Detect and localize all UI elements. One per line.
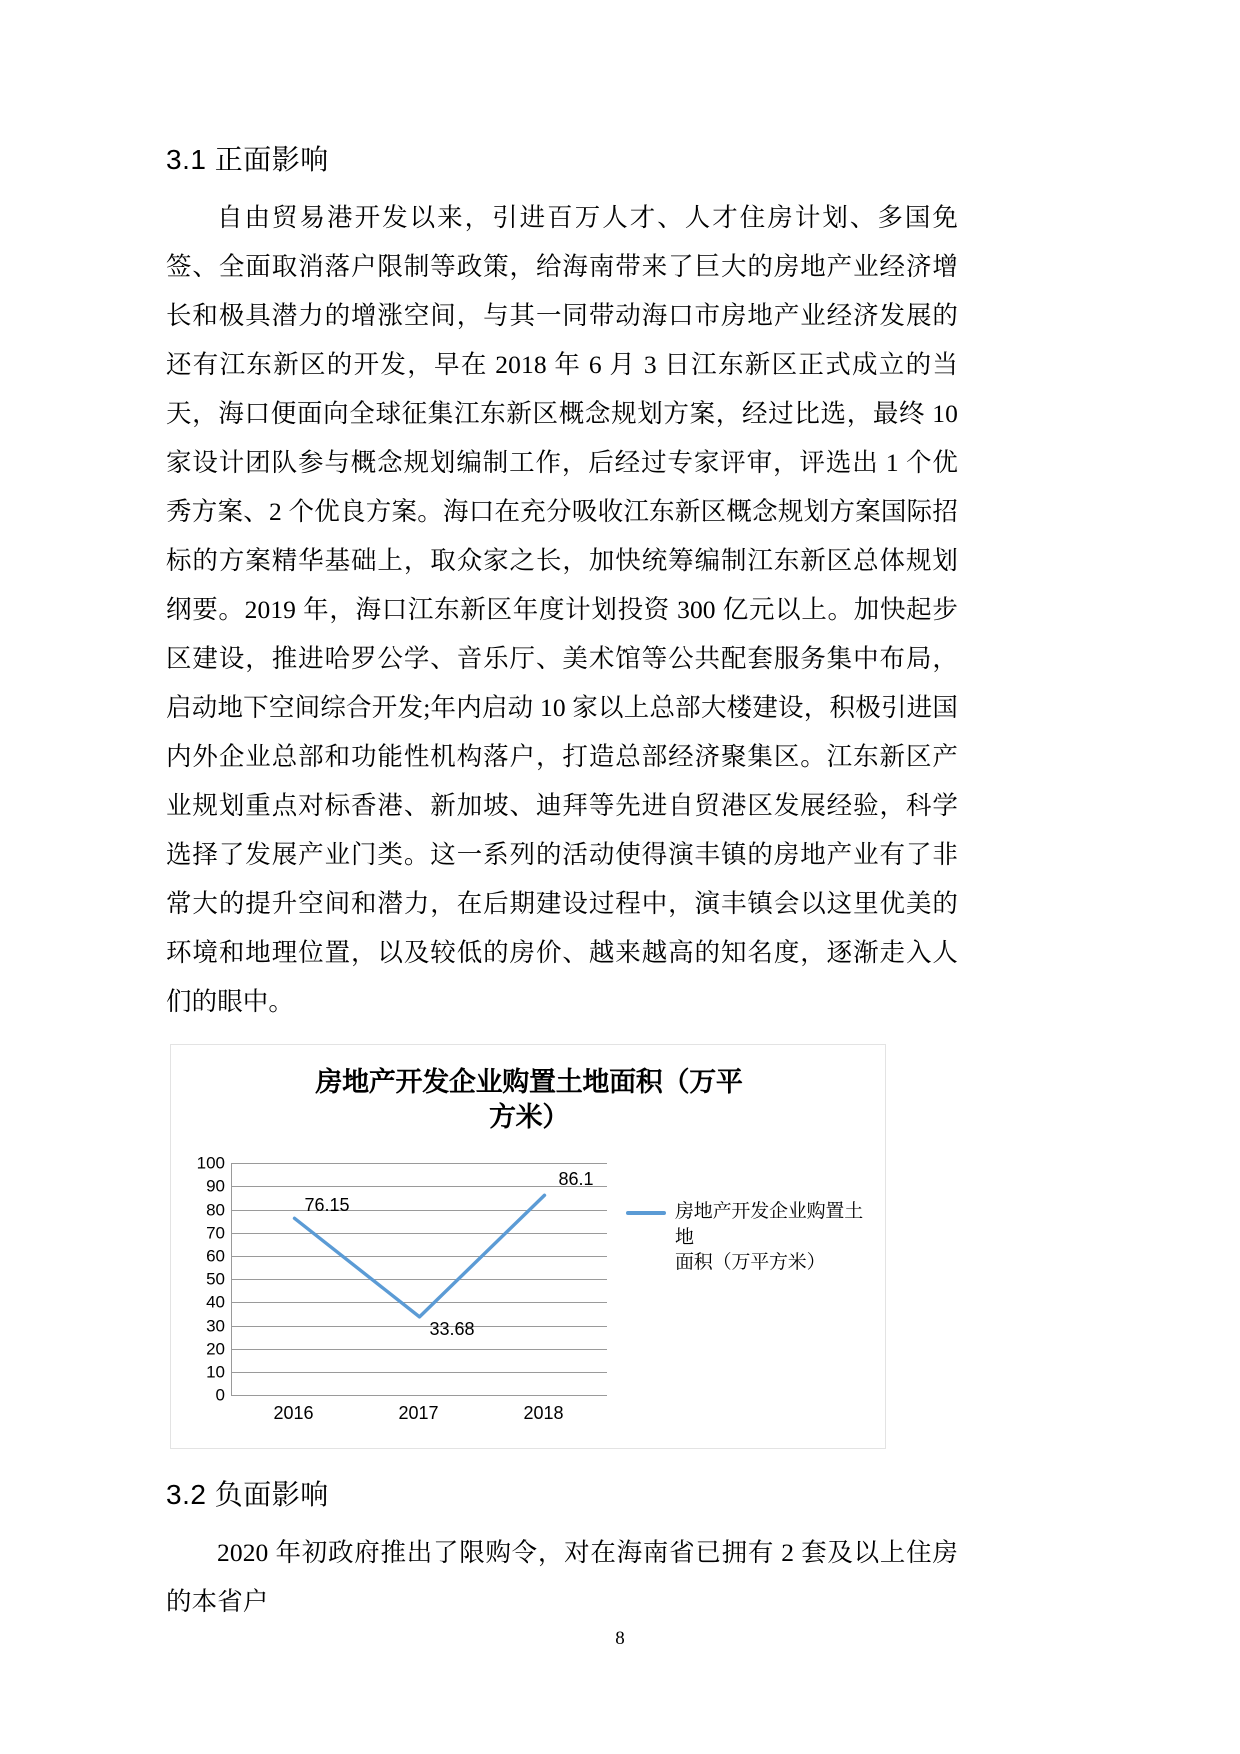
chart-plot-wrapper (171, 1153, 887, 1443)
y-axis-tick-labels (179, 1153, 225, 1405)
chart-plot-area (231, 1163, 607, 1396)
x-tick-2016: 2016 (273, 1403, 314, 1424)
y-tick-60: 60 (206, 1246, 225, 1266)
y-tick-20: 20 (206, 1339, 225, 1359)
chart-title-line-2: 方米） (488, 1101, 570, 1132)
page-number: 8 (615, 1628, 625, 1649)
section-paragraph-3-1: 自由贸易港开发以来，引进百万人才、人才住房计划、多国免签、全面取消落户限制等政策，给海南带来了巨大的房地产业经济增长和极具潜力的增涨空间，与其一同带动海口市房地产业经济发展的还有江东新区的开发，早在 2018 年 6 月 3 日江东新区正式成立的当天，海口便面向全球征集江东新区概念规划方案，经过比选，最终 10 家设计团队参与概念规划编制工作，后经过专家评审，评选出 1 个优秀方案、2 个优良方案。海口在充分吸收江东新区概念规划方案国际招标的方案精华基础上，取众家之长，加快统筹编制江东新区总体规划纲要。2019 年，海口江东新区年度计划投资 300 亿元以上。加快起步区建设，推进哈罗公学、音乐厅、美术馆等公共配套服务集中布局，启动地下空间综合开发;年内启动 10 家以上总部大楼建设，积极引进国内外企业总部和功能性机构落户，打造总部经济聚集区。江东新区产业规划重点对标香港、新加坡、迪拜等先进自贸港区发展经验，科学选择了发展产业门类。这一系列的活动使得演丰镇的房地产业有了非常大的提升空间和潜力，在后期建设过程中，演丰镇会以这里优美的环境和地理位置，以及较低的房价、越来越高的知名度，逐渐走入人们的眼中。 (166, 203, 958, 1017)
y-tick-50: 50 (206, 1269, 225, 1289)
legend-label-line-2: 面积（万平方米） (675, 1252, 826, 1274)
y-tick-100: 100 (196, 1153, 225, 1173)
chart-figure (170, 1044, 886, 1449)
x-tick-2017: 2017 (398, 1403, 439, 1424)
data-label-2018: 86.1 (558, 1169, 594, 1190)
y-tick-0: 0 (215, 1385, 225, 1405)
section-heading-3-1: 3.1 正面影响 (166, 144, 329, 175)
y-tick-90: 90 (206, 1176, 225, 1196)
chart-title-line-1: 房地产开发企业购置土地面积（万平 (315, 1067, 743, 1098)
data-label-2017: 33.68 (429, 1319, 475, 1340)
y-tick-30: 30 (206, 1316, 225, 1336)
legend-label-line-1: 房地产开发企业购置土地 (675, 1201, 864, 1248)
chart-title (229, 1065, 829, 1134)
x-axis-tick-labels (231, 1403, 606, 1429)
legend-line-swatch-icon (626, 1211, 666, 1215)
section-paragraph-3-2: 2020 年初政府推出了限购令，对在海南省已拥有 2 套及以上住房的本省户 (166, 1538, 958, 1617)
y-tick-10: 10 (206, 1362, 225, 1382)
legend-entry-label (675, 1199, 870, 1276)
page-content (166, 140, 958, 1626)
section-heading-3-2: 3.2 负面影响 (166, 1479, 329, 1511)
y-tick-40: 40 (206, 1292, 225, 1312)
y-tick-70: 70 (206, 1223, 225, 1243)
chart-legend (626, 1199, 876, 1276)
chart-series-line (232, 1163, 607, 1395)
y-tick-80: 80 (206, 1200, 225, 1220)
x-tick-2018: 2018 (523, 1403, 564, 1424)
data-label-2016: 76.15 (304, 1194, 350, 1215)
